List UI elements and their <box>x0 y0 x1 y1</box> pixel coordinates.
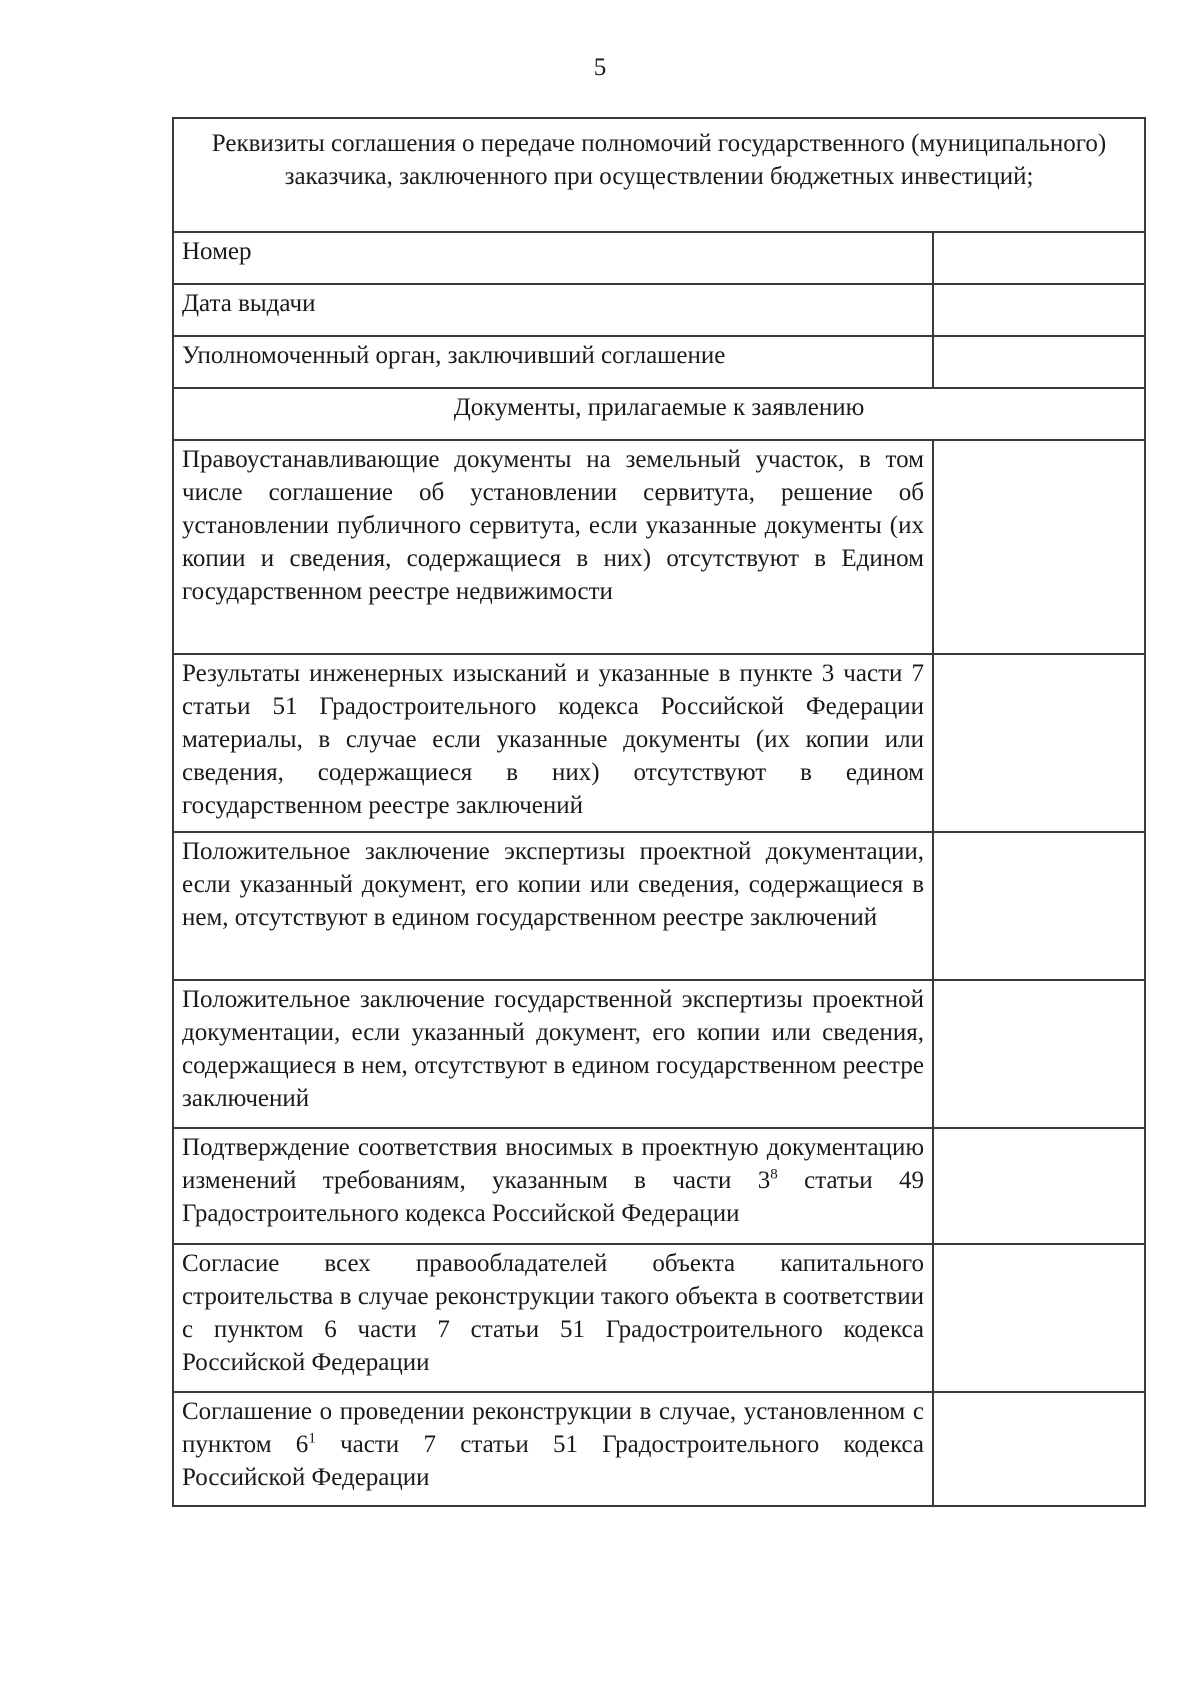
table-row <box>173 1392 1145 1506</box>
document-text-part: Соглашение о проведении реконструкции в случае, установленном с пунктом 6 <box>182 1398 924 1458</box>
application-form-table <box>172 117 1146 1507</box>
document-description <box>173 1128 933 1244</box>
document-text-part: статьи 49 Градостроительного кодекса Российской Федерации <box>182 1167 924 1227</box>
field-value-number[interactable] <box>933 232 1145 284</box>
document-description: Положительное заключение экспертизы проектной документации, если указанный документ, его копии или сведения, содержащиеся в нем, отсутствуют в едином государственном реестре заключений <box>173 832 933 980</box>
document-description: Правоустанавливающие документы на земельный участок, в том числе соглашение об установлении сервитута, решение об установлении публичного сервитута, если указанные документы (их копии и сведения, содержащиеся в них) отсутствуют в Едином государственном реестре недвижимости <box>173 440 933 654</box>
field-label-number: Номер <box>173 232 933 284</box>
table-row <box>173 440 1145 654</box>
table-row <box>173 980 1145 1128</box>
document-text-part: части 7 статьи 51 Градостроительного кодекса Российской Федерации <box>182 1431 925 1491</box>
document-description: Результаты инженерных изысканий и указанные в пункте 3 части 7 статьи 51 Градостроительного кодекса Российской Федерации материалы, в случае если указанные документы (их копии или сведения, содержащиеся в них) отсутствуют в едином государственном реестре заключений <box>173 654 933 832</box>
document-mark-cell[interactable] <box>933 654 1145 832</box>
document-mark-cell[interactable] <box>933 980 1145 1128</box>
table-row <box>173 1244 1145 1392</box>
superscript: 1 <box>308 1430 316 1447</box>
table-row <box>173 654 1145 832</box>
table-row <box>173 232 1145 284</box>
document-description <box>173 1392 933 1506</box>
document-mark-cell[interactable] <box>933 832 1145 980</box>
table-row <box>173 284 1145 336</box>
table-row <box>173 1128 1145 1244</box>
document-mark-cell[interactable] <box>933 1244 1145 1392</box>
field-label-issue-date: Дата выдачи <box>173 284 933 336</box>
field-value-authorized-body[interactable] <box>933 336 1145 388</box>
table-row <box>173 832 1145 980</box>
document-mark-cell[interactable] <box>933 1392 1145 1506</box>
agreement-section-header-row <box>173 118 1145 232</box>
documents-section-header-row <box>173 388 1145 440</box>
document-description: Согласие всех правообладателей объекта капитального строительства в случае реконструкции такого объекта в соответствии с пунктом 6 части 7 статьи 51 Градостроительного кодекса Российской Федерации <box>173 1244 933 1392</box>
field-label-authorized-body: Уполномоченный орган, заключивший соглашение <box>173 336 933 388</box>
agreement-section-title: Реквизиты соглашения о передаче полномочий государственного (муниципального) заказчика, заключенного при осуществлении бюджетных инвестиций; <box>173 118 1145 232</box>
table-row <box>173 336 1145 388</box>
document-mark-cell[interactable] <box>933 1128 1145 1244</box>
superscript: 8 <box>770 1166 778 1183</box>
page-number: 5 <box>593 54 607 81</box>
document-description: Положительное заключение государственной экспертизы проектной документации, если указанный документ, его копии или сведения, содержащиеся в нем, отсутствуют в едином государственном реестре заключений <box>173 980 933 1128</box>
field-value-issue-date[interactable] <box>933 284 1145 336</box>
document-mark-cell[interactable] <box>933 440 1145 654</box>
document-text-part: Подтверждение соответствия вносимых в проектную документацию изменений требованиям, указанным в части 3 <box>182 1134 924 1194</box>
documents-section-title: Документы, прилагаемые к заявлению <box>173 388 1145 440</box>
